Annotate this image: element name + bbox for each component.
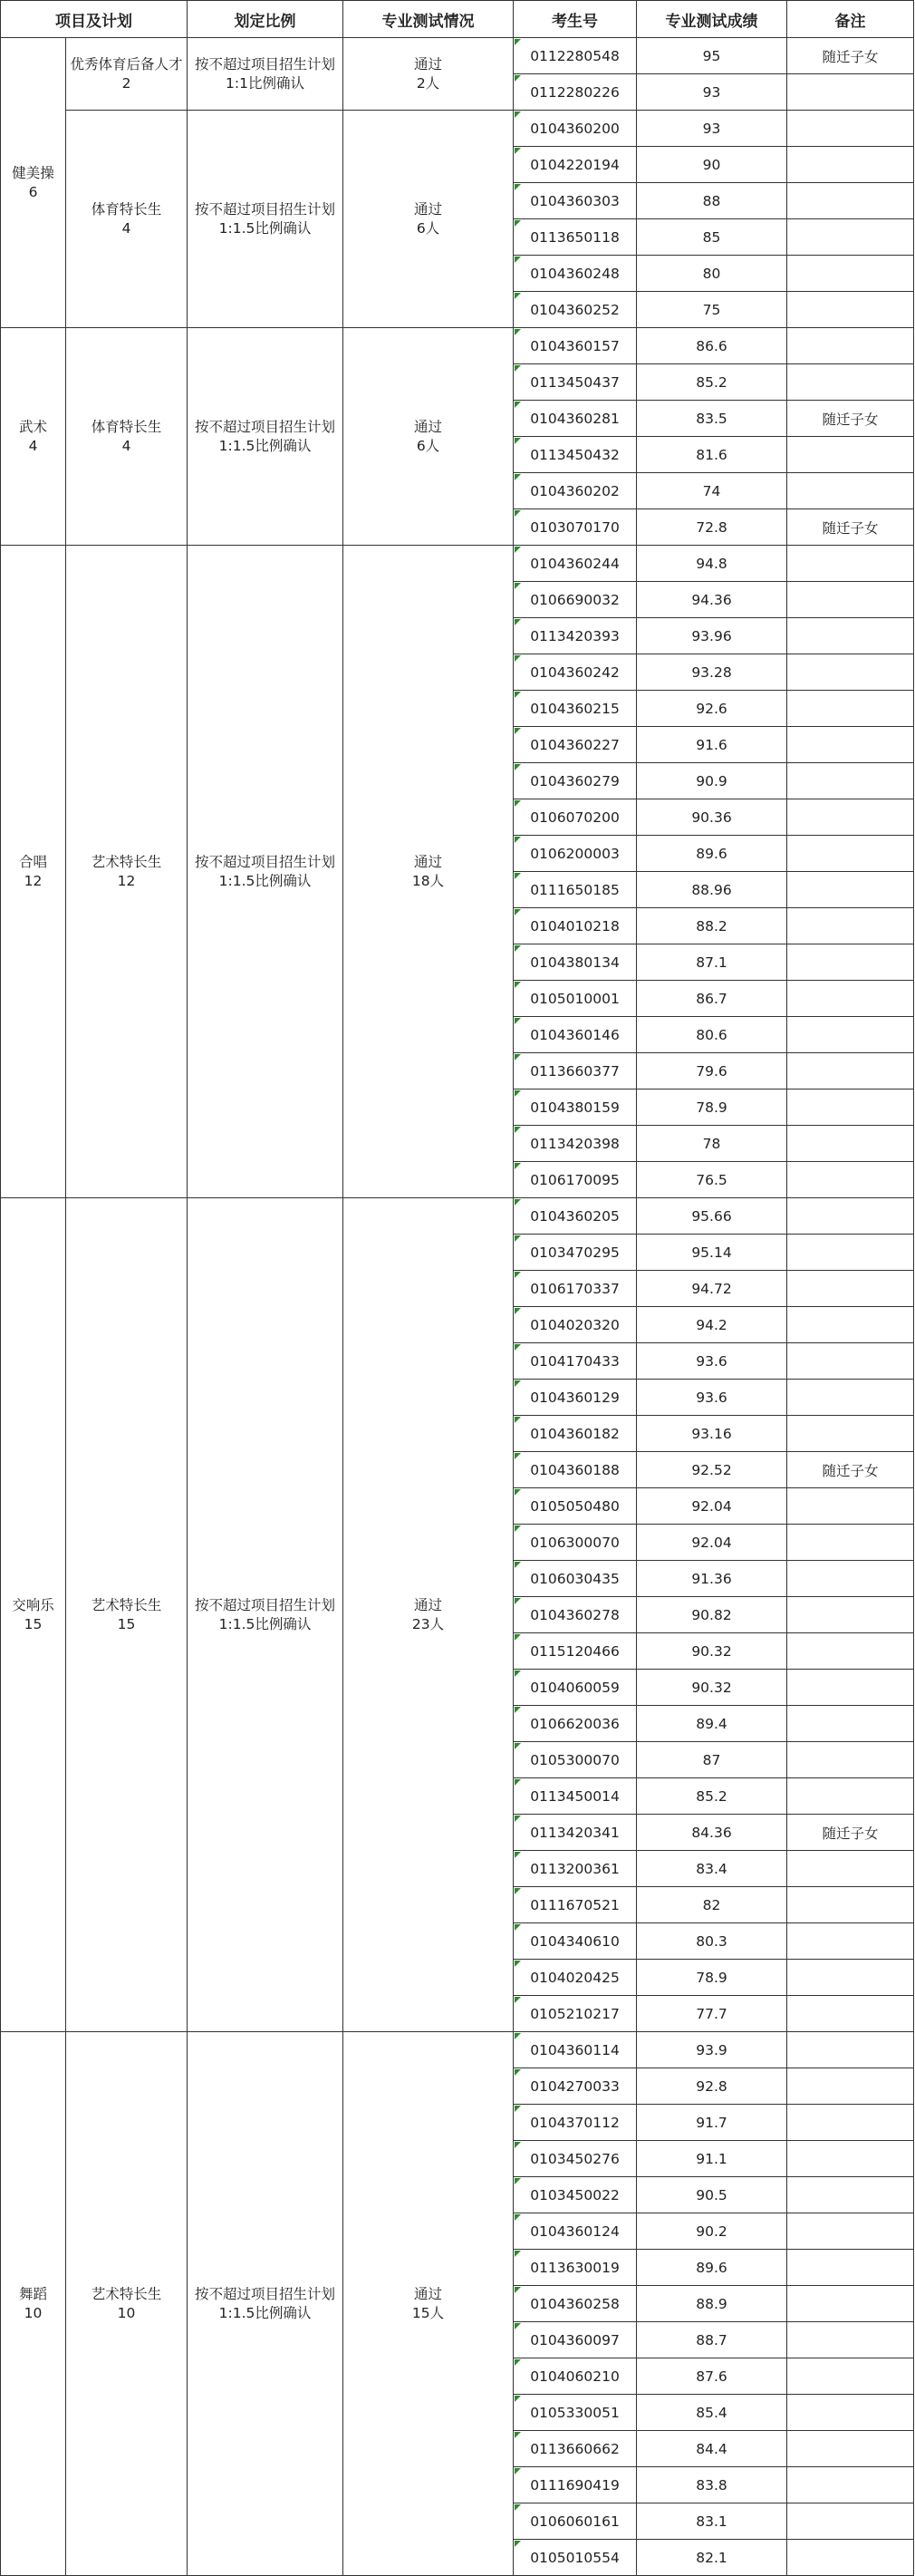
note-cell <box>787 1887 914 1923</box>
test-pass-count: 23人 <box>411 1615 445 1632</box>
category-name: 优秀体育后备人才 <box>70 55 183 73</box>
table-row <box>1 1198 914 1235</box>
note-cell <box>787 1561 914 1597</box>
score-cell: 85.4 <box>637 2395 787 2431</box>
candidate-id-cell: 0106300070 <box>514 1525 637 1561</box>
candidate-id-cell: 0106200003 <box>514 836 637 872</box>
score-cell: 94.36 <box>637 582 787 618</box>
candidate-id-cell: 0113660377 <box>514 1053 637 1089</box>
score-cell: 74 <box>637 473 787 509</box>
note-cell <box>787 2177 914 2213</box>
ratio-text: 按不超过项目招生计划 <box>194 2285 335 2302</box>
note-cell <box>787 1488 914 1525</box>
note-cell <box>787 1380 914 1416</box>
candidate-id-cell: 0104360200 <box>514 111 637 147</box>
score-cell: 87.6 <box>637 2358 787 2395</box>
ratio-text: 按不超过项目招生计划 <box>194 853 335 870</box>
test-pass-count: 6人 <box>416 219 440 237</box>
score-cell: 91.1 <box>637 2141 787 2177</box>
note-cell <box>787 473 914 509</box>
note-cell <box>787 1198 914 1235</box>
candidate-id-cell: 0106170095 <box>514 1162 637 1198</box>
note-cell: 随迁子女 <box>787 1452 914 1488</box>
score-cell: 95 <box>637 38 787 74</box>
candidate-id-cell: 0103470295 <box>514 1235 637 1271</box>
project-name: 武术 <box>18 418 47 435</box>
category-count: 15 <box>117 1615 136 1632</box>
note-cell <box>787 1742 914 1778</box>
category-count: 4 <box>121 219 131 237</box>
ratio-cell <box>188 1198 343 2032</box>
note-cell <box>787 2250 914 2286</box>
candidate-id-cell: 0104360129 <box>514 1380 637 1416</box>
note-cell <box>787 1017 914 1053</box>
candidate-id-cell: 0104380134 <box>514 944 637 981</box>
candidate-id-cell: 0104360205 <box>514 1198 637 1235</box>
note-cell <box>787 437 914 473</box>
candidate-id-cell: 0113450437 <box>514 364 637 401</box>
category-cell <box>66 1198 188 2032</box>
candidate-id-cell: 0105210217 <box>514 1996 637 2032</box>
note-cell <box>787 364 914 401</box>
note-cell <box>787 1271 914 1307</box>
table-row <box>1 111 914 147</box>
candidate-id-cell: 0104360278 <box>514 1597 637 1633</box>
candidate-id-cell: 0105300070 <box>514 1742 637 1778</box>
table-row <box>1 38 914 74</box>
score-cell: 92.52 <box>637 1452 787 1488</box>
header-candidate-id: 考生号 <box>514 1 637 38</box>
header-project-plan: 项目及计划 <box>1 1 188 38</box>
candidate-id-cell: 0104360242 <box>514 654 637 691</box>
test-status-text: 通过 <box>413 55 442 73</box>
score-cell: 85 <box>637 219 787 256</box>
candidate-id-cell: 0104020425 <box>514 1960 637 1996</box>
header-note: 备注 <box>787 1 914 38</box>
candidate-id-cell: 0113450432 <box>514 437 637 473</box>
project-group-cell <box>1 2032 66 2576</box>
note-cell <box>787 2431 914 2467</box>
score-cell: 80 <box>637 256 787 292</box>
candidate-id-cell: 0112280226 <box>514 74 637 111</box>
score-cell: 90.82 <box>637 1597 787 1633</box>
candidate-id-cell: 0104360279 <box>514 763 637 799</box>
score-cell: 90.5 <box>637 2177 787 2213</box>
header-test-status: 专业测试情况 <box>343 1 514 38</box>
category-name: 体育特长生 <box>91 418 162 435</box>
candidate-id-cell: 0105010001 <box>514 981 637 1017</box>
note-cell <box>787 546 914 582</box>
note-cell <box>787 2032 914 2068</box>
note-cell <box>787 328 914 364</box>
test-pass-count: 15人 <box>411 2304 445 2321</box>
project-plan-count: 6 <box>28 183 38 200</box>
score-cell: 83.1 <box>637 2503 787 2540</box>
category-cell <box>66 328 188 546</box>
note-cell <box>787 908 914 944</box>
candidate-id-cell: 0104220194 <box>514 147 637 183</box>
score-cell: 78.9 <box>637 1089 787 1126</box>
project-name: 健美操 <box>12 164 54 181</box>
category-count: 2 <box>121 74 131 92</box>
category-name: 艺术特长生 <box>91 1596 162 1613</box>
score-cell: 87.1 <box>637 944 787 981</box>
test-status-cell <box>343 1198 514 2032</box>
category-name: 艺术特长生 <box>91 853 162 870</box>
category-cell <box>66 38 188 111</box>
candidate-id-cell: 0104360258 <box>514 2286 637 2322</box>
ratio-value: 1:1比例确认 <box>226 74 304 92</box>
note-cell <box>787 872 914 908</box>
candidate-id-cell: 0113630019 <box>514 2250 637 2286</box>
category-cell <box>66 111 188 328</box>
candidate-id-cell: 0104360215 <box>514 691 637 727</box>
candidate-id-cell: 0104010218 <box>514 908 637 944</box>
note-cell <box>787 2105 914 2141</box>
note-cell: 随迁子女 <box>787 1815 914 1851</box>
score-cell: 90.32 <box>637 1670 787 1706</box>
candidate-id-cell: 0106060161 <box>514 2503 637 2540</box>
candidate-id-cell: 0104360252 <box>514 292 637 328</box>
ratio-value: 1:1.5比例确认 <box>218 437 312 454</box>
score-cell: 89.4 <box>637 1706 787 1742</box>
note-cell <box>787 1923 914 1960</box>
candidate-id-cell: 0111670521 <box>514 1887 637 1923</box>
candidate-id-cell: 0111690419 <box>514 2467 637 2503</box>
candidate-id-cell: 0106690032 <box>514 582 637 618</box>
note-cell <box>787 2213 914 2250</box>
score-cell: 83.4 <box>637 1851 787 1887</box>
note-cell <box>787 799 914 836</box>
score-cell: 93.96 <box>637 618 787 654</box>
note-cell <box>787 1162 914 1198</box>
note-cell <box>787 1996 914 2032</box>
note-cell <box>787 2068 914 2105</box>
score-cell: 83.8 <box>637 2467 787 2503</box>
test-status-text: 通过 <box>413 1596 442 1613</box>
table-row <box>1 328 914 364</box>
note-cell <box>787 836 914 872</box>
ratio-cell <box>188 328 343 546</box>
note-cell <box>787 1670 914 1706</box>
candidate-id-cell: 0104360124 <box>514 2213 637 2250</box>
score-cell: 91.36 <box>637 1561 787 1597</box>
candidate-id-cell: 0106170337 <box>514 1271 637 1307</box>
ratio-cell <box>188 111 343 328</box>
candidate-id-cell: 0104020320 <box>514 1307 637 1343</box>
score-cell: 79.6 <box>637 1053 787 1089</box>
score-cell: 85.2 <box>637 364 787 401</box>
score-cell: 88 <box>637 183 787 219</box>
candidate-id-cell: 0104360097 <box>514 2322 637 2358</box>
header-row <box>1 1 914 38</box>
note-cell <box>787 1307 914 1343</box>
score-cell: 88.9 <box>637 2286 787 2322</box>
test-status-cell <box>343 546 514 1198</box>
score-cell: 95.66 <box>637 1198 787 1235</box>
candidate-id-cell: 0104360227 <box>514 727 637 763</box>
note-cell <box>787 256 914 292</box>
category-count: 4 <box>121 437 131 454</box>
score-cell: 90.2 <box>637 2213 787 2250</box>
candidate-id-cell: 0104270033 <box>514 2068 637 2105</box>
candidate-id-cell: 0103450022 <box>514 2177 637 2213</box>
score-cell: 90.36 <box>637 799 787 836</box>
note-cell <box>787 111 914 147</box>
category-name: 体育特长生 <box>91 200 162 218</box>
score-cell: 91.7 <box>637 2105 787 2141</box>
score-cell: 94.2 <box>637 1307 787 1343</box>
score-cell: 89.6 <box>637 2250 787 2286</box>
score-cell: 84.4 <box>637 2431 787 2467</box>
score-cell: 93.6 <box>637 1343 787 1380</box>
project-plan-count: 12 <box>24 872 43 889</box>
candidate-id-cell: 0106620036 <box>514 1706 637 1742</box>
candidate-id-cell: 0104060059 <box>514 1670 637 1706</box>
score-cell: 86.6 <box>637 328 787 364</box>
candidate-id-cell: 0105010554 <box>514 2540 637 2576</box>
note-cell <box>787 1126 914 1162</box>
score-cell: 90.32 <box>637 1633 787 1670</box>
score-cell: 78 <box>637 1126 787 1162</box>
score-cell: 93 <box>637 74 787 111</box>
note-cell <box>787 2286 914 2322</box>
note-cell <box>787 1416 914 1452</box>
test-status-cell <box>343 328 514 546</box>
ratio-value: 1:1.5比例确认 <box>218 872 312 889</box>
score-cell: 76.5 <box>637 1162 787 1198</box>
project-group-cell <box>1 1198 66 2032</box>
project-plan-count: 10 <box>24 2304 43 2321</box>
candidate-id-cell: 0106030435 <box>514 1561 637 1597</box>
score-cell: 93.16 <box>637 1416 787 1452</box>
test-pass-count: 6人 <box>416 437 440 454</box>
score-cell: 92.04 <box>637 1488 787 1525</box>
candidate-id-cell: 0113200361 <box>514 1851 637 1887</box>
candidate-id-cell: 0104360244 <box>514 546 637 582</box>
candidate-id-cell: 0104060210 <box>514 2358 637 2395</box>
note-cell <box>787 1778 914 1815</box>
candidate-id-cell: 0103070170 <box>514 509 637 546</box>
candidate-id-cell: 0113650118 <box>514 219 637 256</box>
score-cell: 88.96 <box>637 872 787 908</box>
note-cell <box>787 2358 914 2395</box>
category-name: 艺术特长生 <box>91 2285 162 2302</box>
candidate-id-cell: 0112280548 <box>514 38 637 74</box>
ratio-text: 按不超过项目招生计划 <box>194 55 335 73</box>
category-count: 10 <box>117 2304 136 2321</box>
candidate-id-cell: 0106070200 <box>514 799 637 836</box>
project-plan-count: 15 <box>24 1615 43 1632</box>
score-cell: 92.6 <box>637 691 787 727</box>
score-cell: 88.7 <box>637 2322 787 2358</box>
candidate-id-cell: 0104340610 <box>514 1923 637 1960</box>
score-cell: 87 <box>637 1742 787 1778</box>
score-cell: 93.9 <box>637 2032 787 2068</box>
test-status-text: 通过 <box>413 418 442 435</box>
candidate-id-cell: 0113420393 <box>514 618 637 654</box>
ratio-text: 按不超过项目招生计划 <box>194 1596 335 1613</box>
header-test-score: 专业测试成绩 <box>637 1 787 38</box>
note-cell <box>787 2395 914 2431</box>
score-cell: 82 <box>637 1887 787 1923</box>
project-name: 合唱 <box>18 853 47 870</box>
note-cell <box>787 763 914 799</box>
score-cell: 83.5 <box>637 401 787 437</box>
note-cell <box>787 1053 914 1089</box>
note-cell <box>787 1706 914 1742</box>
note-cell <box>787 944 914 981</box>
candidate-id-cell: 0104360114 <box>514 2032 637 2068</box>
candidate-id-cell: 0104370112 <box>514 2105 637 2141</box>
test-status-text: 通过 <box>413 200 442 218</box>
ratio-cell <box>188 38 343 111</box>
score-cell: 86.7 <box>637 981 787 1017</box>
score-cell: 75 <box>637 292 787 328</box>
note-cell <box>787 582 914 618</box>
note-cell <box>787 219 914 256</box>
project-name: 交响乐 <box>12 1596 54 1613</box>
score-cell: 93.28 <box>637 654 787 691</box>
score-cell: 80.3 <box>637 1923 787 1960</box>
score-cell: 89.6 <box>637 836 787 872</box>
candidate-id-cell: 0104360248 <box>514 256 637 292</box>
ratio-text: 按不超过项目招生计划 <box>194 418 335 435</box>
note-cell <box>787 1633 914 1670</box>
category-cell <box>66 546 188 1198</box>
test-status-cell <box>343 2032 514 2576</box>
category-count: 12 <box>117 872 136 889</box>
candidate-id-cell: 0104360202 <box>514 473 637 509</box>
note-cell <box>787 691 914 727</box>
note-cell <box>787 2540 914 2576</box>
candidate-id-cell: 0115120466 <box>514 1633 637 1670</box>
note-cell <box>787 2322 914 2358</box>
score-cell: 78.9 <box>637 1960 787 1996</box>
candidate-id-cell: 0104360157 <box>514 328 637 364</box>
candidate-id-cell: 0104360146 <box>514 1017 637 1053</box>
candidate-id-cell: 0104380159 <box>514 1089 637 1126</box>
candidate-id-cell: 0104360303 <box>514 183 637 219</box>
project-plan-count: 4 <box>28 437 38 454</box>
candidate-id-cell: 0113420398 <box>514 1126 637 1162</box>
candidate-id-cell: 0111650185 <box>514 872 637 908</box>
note-cell <box>787 1235 914 1271</box>
note-cell <box>787 654 914 691</box>
note-cell: 随迁子女 <box>787 509 914 546</box>
candidate-id-cell: 0104360182 <box>514 1416 637 1452</box>
note-cell <box>787 1851 914 1887</box>
project-group-cell <box>1 328 66 546</box>
note-cell <box>787 981 914 1017</box>
ratio-cell <box>188 2032 343 2576</box>
test-status-cell <box>343 38 514 111</box>
score-cell: 91.6 <box>637 727 787 763</box>
score-cell: 94.8 <box>637 546 787 582</box>
score-cell: 88.2 <box>637 908 787 944</box>
note-cell <box>787 2141 914 2177</box>
score-cell: 93 <box>637 111 787 147</box>
note-cell <box>787 618 914 654</box>
note-cell <box>787 292 914 328</box>
project-group-cell <box>1 38 66 328</box>
score-cell: 93.6 <box>637 1380 787 1416</box>
candidate-id-cell: 0105330051 <box>514 2395 637 2431</box>
candidate-id-cell: 0103450276 <box>514 2141 637 2177</box>
note-cell <box>787 1597 914 1633</box>
candidate-id-cell: 0104360188 <box>514 1452 637 1488</box>
category-cell <box>66 2032 188 2576</box>
score-cell: 94.72 <box>637 1271 787 1307</box>
ratio-cell <box>188 546 343 1198</box>
score-cell: 92.04 <box>637 1525 787 1561</box>
candidate-id-cell: 0105050480 <box>514 1488 637 1525</box>
test-pass-count: 2人 <box>416 74 440 92</box>
ratio-value: 1:1.5比例确认 <box>218 2304 312 2321</box>
test-status-text: 通过 <box>413 2285 442 2302</box>
score-cell: 90 <box>637 147 787 183</box>
score-cell: 80.6 <box>637 1017 787 1053</box>
test-status-cell <box>343 111 514 328</box>
note-cell: 随迁子女 <box>787 38 914 74</box>
note-cell <box>787 727 914 763</box>
table-row <box>1 2032 914 2068</box>
score-cell: 81.6 <box>637 437 787 473</box>
note-cell <box>787 1343 914 1380</box>
score-cell: 90.9 <box>637 763 787 799</box>
header-ratio: 划定比例 <box>188 1 343 38</box>
ratio-text: 按不超过项目招生计划 <box>194 200 335 218</box>
note-cell <box>787 1525 914 1561</box>
candidate-id-cell: 0113420341 <box>514 1815 637 1851</box>
score-cell: 72.8 <box>637 509 787 546</box>
note-cell <box>787 1960 914 1996</box>
candidate-id-cell: 0113660662 <box>514 2431 637 2467</box>
ratio-value: 1:1.5比例确认 <box>218 219 312 237</box>
project-name: 舞蹈 <box>18 2285 47 2302</box>
candidate-id-cell: 0104360281 <box>514 401 637 437</box>
candidate-id-cell: 0104170433 <box>514 1343 637 1380</box>
note-cell <box>787 147 914 183</box>
table-row <box>1 546 914 582</box>
note-cell <box>787 2467 914 2503</box>
project-group-cell <box>1 546 66 1198</box>
ratio-value: 1:1.5比例确认 <box>218 1615 312 1632</box>
score-cell: 92.8 <box>637 2068 787 2105</box>
note-cell <box>787 74 914 111</box>
note-cell <box>787 2503 914 2540</box>
score-cell: 77.7 <box>637 1996 787 2032</box>
score-cell: 82.1 <box>637 2540 787 2576</box>
test-status-text: 通过 <box>413 853 442 870</box>
candidate-id-cell: 0113450014 <box>514 1778 637 1815</box>
score-cell: 95.14 <box>637 1235 787 1271</box>
note-cell <box>787 1089 914 1126</box>
note-cell: 随迁子女 <box>787 401 914 437</box>
score-cell: 84.36 <box>637 1815 787 1851</box>
score-cell: 85.2 <box>637 1778 787 1815</box>
test-pass-count: 18人 <box>411 872 445 889</box>
table-body <box>1 38 914 2576</box>
note-cell <box>787 183 914 219</box>
